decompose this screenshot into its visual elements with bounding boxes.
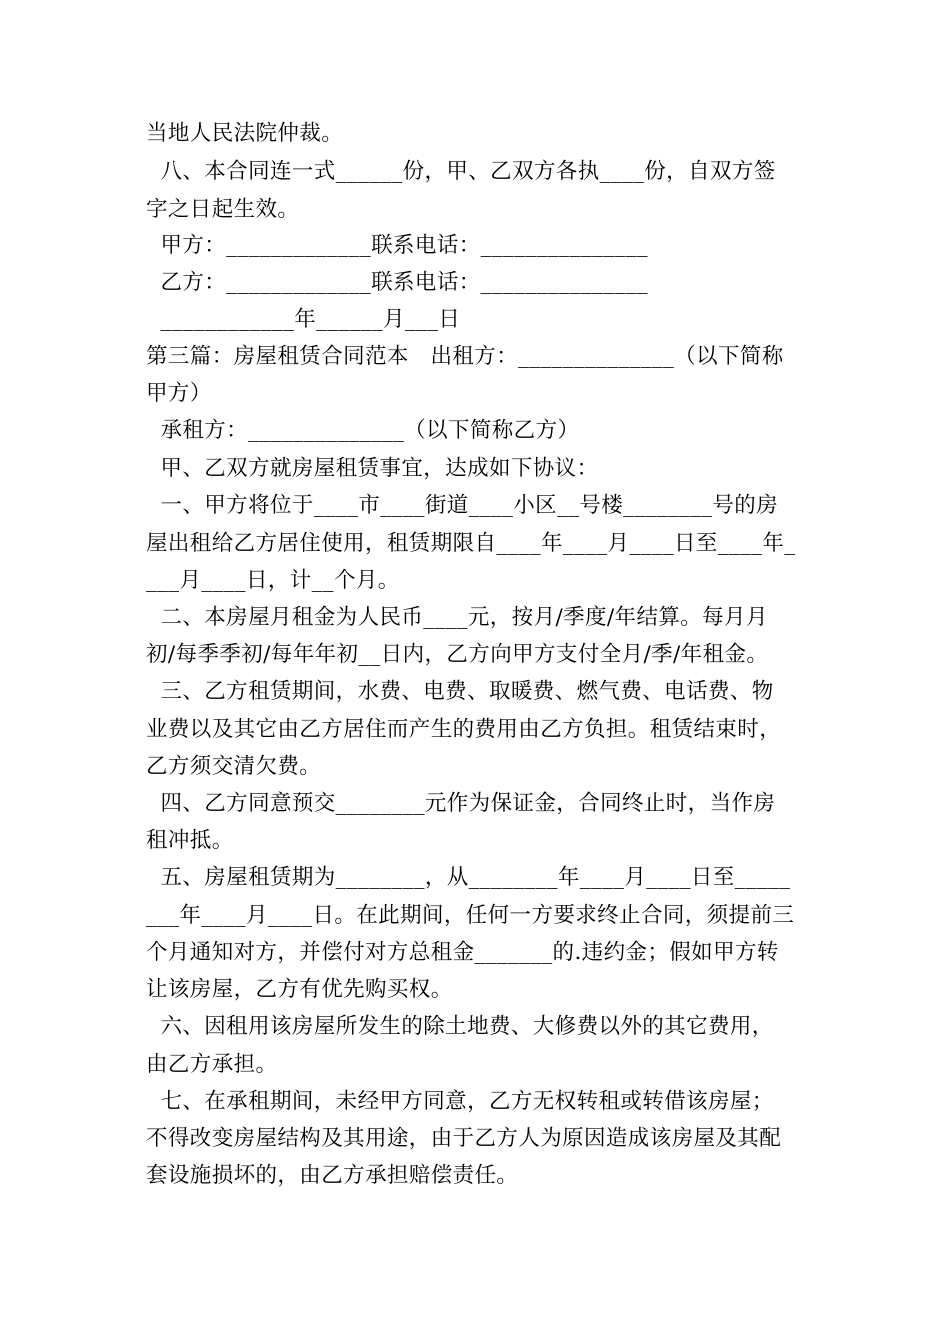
section-title-line: 第三篇：房屋租赁合同范本 出租方：______________（以下简称 <box>146 344 784 369</box>
text-line: 屋出租给乙方居住使用，租赁期限自____年____月____日至____年_ <box>146 531 796 556</box>
text-line: 由乙方承担。 <box>146 1052 278 1077</box>
text-line: 乙方须交清欠费。 <box>146 754 322 779</box>
text-line: 一、甲方将位于____市____街道____小区__号楼________号的房 <box>146 493 779 518</box>
text-line: 承租方：______________（以下简称乙方） <box>146 418 580 443</box>
text-line: 套设施损坏的，由乙方承担赔偿责任。 <box>146 1163 519 1188</box>
text-line: 二、本房屋月租金为人民币____元，按月/季度/年结算。每月月 <box>146 605 768 630</box>
text-line: 不得改变房屋结构及其用途，由于乙方人为原因造成该房屋及其配 <box>146 1126 782 1151</box>
text-line: 当地人民法院仲裁。 <box>146 121 344 146</box>
text-line: ___月____日，计__个月。 <box>146 568 400 593</box>
text-line: 五、房屋租赁期为________，从________年____月____日至_____ <box>146 865 791 890</box>
text-line: 六、因租用该房屋所发生的除土地费、大修费以外的其它费用， <box>146 1014 774 1039</box>
text-line: 字之日起生效。 <box>146 197 300 222</box>
text-line: 八、本合同连一式______份，甲、乙双方各执____份，自双方签 <box>146 159 776 184</box>
text-line: 七、在承租期间，未经甲方同意，乙方无权转租或转借该房屋； <box>146 1089 774 1114</box>
text-line: 让该房屋，乙方有优先购买权。 <box>146 977 453 1002</box>
text-line: 个月通知对方，并偿付对方总租金_______的.违约金；假如甲方转 <box>146 940 779 965</box>
text-line: 乙方：_____________联系电话：_______________ <box>146 270 648 295</box>
text-line: 四、乙方同意预交________元作为保证金，合同终止时，当作房 <box>146 791 776 816</box>
text-line: 甲方） <box>146 381 212 406</box>
text-line: 甲方：_____________联系电话：_______________ <box>146 233 648 258</box>
text-line: 租冲抵。 <box>146 828 234 853</box>
text-line: ___年____月____日。在此期间，任何一方要求终止合同，须提前三 <box>146 903 795 928</box>
text-line: 初/每季季初/每年年初__日内，乙方向甲方支付全月/季/年租金。 <box>146 642 769 667</box>
text-line: 业费以及其它由乙方居住而产生的费用由乙方负担。租赁结束时， <box>146 717 782 742</box>
text-line: 三、乙方租赁期间，水费、电费、取暖费、燃气费、电话费、物 <box>146 679 774 704</box>
text-line: ____________年______月___日 <box>146 307 461 332</box>
text-line: 甲、乙双方就房屋租赁事宜，达成如下协议： <box>146 456 599 481</box>
